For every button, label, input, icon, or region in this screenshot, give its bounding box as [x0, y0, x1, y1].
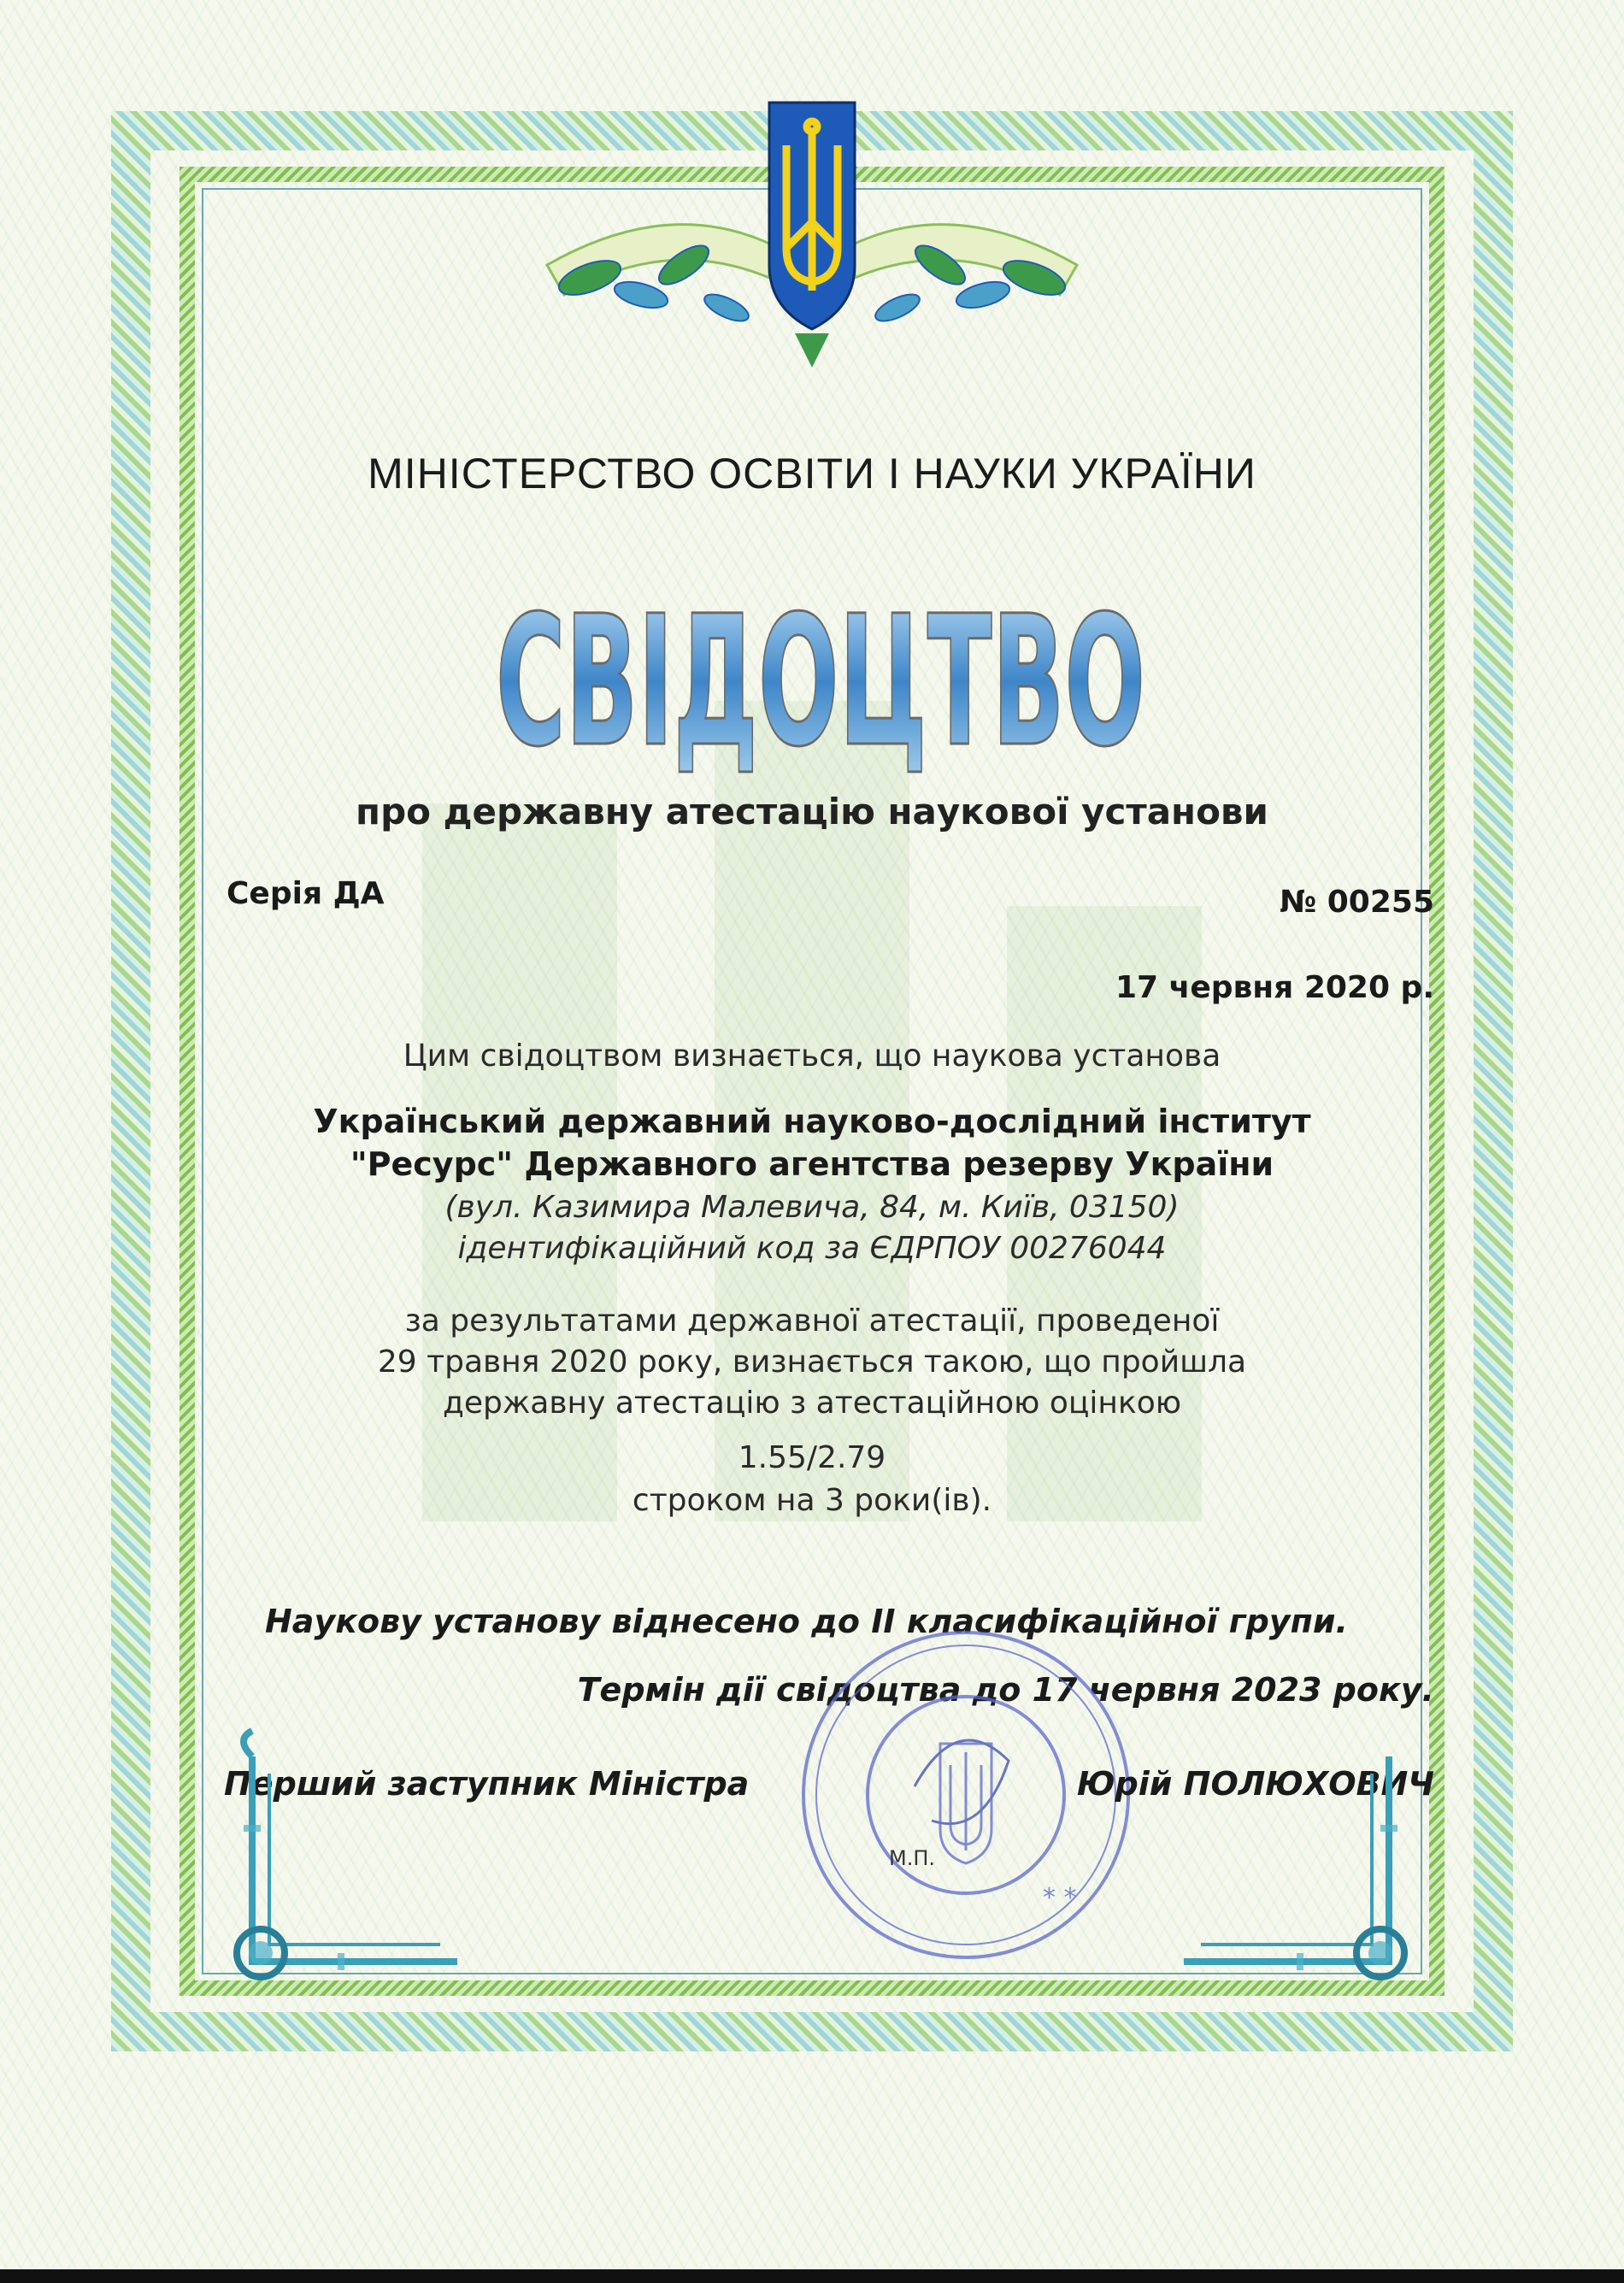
validity-date: Термін дії свідоцтва до 17 червня 2023 року. [577, 1671, 1434, 1709]
institution-name-line1: Український державний науково-дослідний інститут [313, 1103, 1311, 1140]
result-line3: державну атестацію з атестаційною оцінкою [442, 1386, 1182, 1421]
certificate-subtitle: про державну атестацію наукової установи [356, 791, 1268, 833]
signer-name: Юрій ПОЛЮХОВИЧ [1076, 1765, 1434, 1803]
institution-address: (вул. Казимира Малевича, 84, м. Київ, 03150) [444, 1190, 1180, 1225]
corner-ornament-left [218, 1739, 474, 1996]
series-label: Серія ДА [227, 876, 385, 911]
issue-date: 17 червня 2020 р. [1115, 970, 1434, 1005]
svg-text:* *: * * [1043, 1883, 1077, 1913]
coat-of-arms-icon [513, 94, 1111, 376]
signer-position: Перший заступник Міністра [224, 1765, 750, 1803]
certificate-title-text: СВІДОЦТВО [496, 577, 1145, 786]
certify-line: Цим свідоцтвом визнається, що наукова установа [403, 1039, 1221, 1074]
result-line1: за результатами державної атестації, проведеної [404, 1303, 1220, 1339]
attestation-term: строком на 3 роки(ів). [632, 1483, 992, 1518]
institution-name-line2: "Ресурс" Державного агентства резерву України [350, 1145, 1274, 1183]
certificate-number: № 00255 [1279, 885, 1434, 920]
ministry-name: МІНІСТЕРСТВО ОСВІТИ І НАУКИ УКРАЇНИ [368, 450, 1256, 497]
result-line2: 29 травня 2020 року, визнається такою, що пройшла [377, 1344, 1247, 1380]
edrpou-code: ідентифікаційний код за ЄДРПОУ 00276044 [457, 1231, 1167, 1266]
stamp-place-mark: М.П. [889, 1846, 936, 1870]
scan-edge [0, 2269, 1624, 2283]
attestation-score: 1.55/2.79 [738, 1440, 886, 1475]
certificate-title [479, 577, 1162, 786]
corner-ornament-right [1167, 1739, 1423, 1996]
classification-group: Наукову установу віднесено до II класифікаційної групи. [265, 1603, 1348, 1640]
